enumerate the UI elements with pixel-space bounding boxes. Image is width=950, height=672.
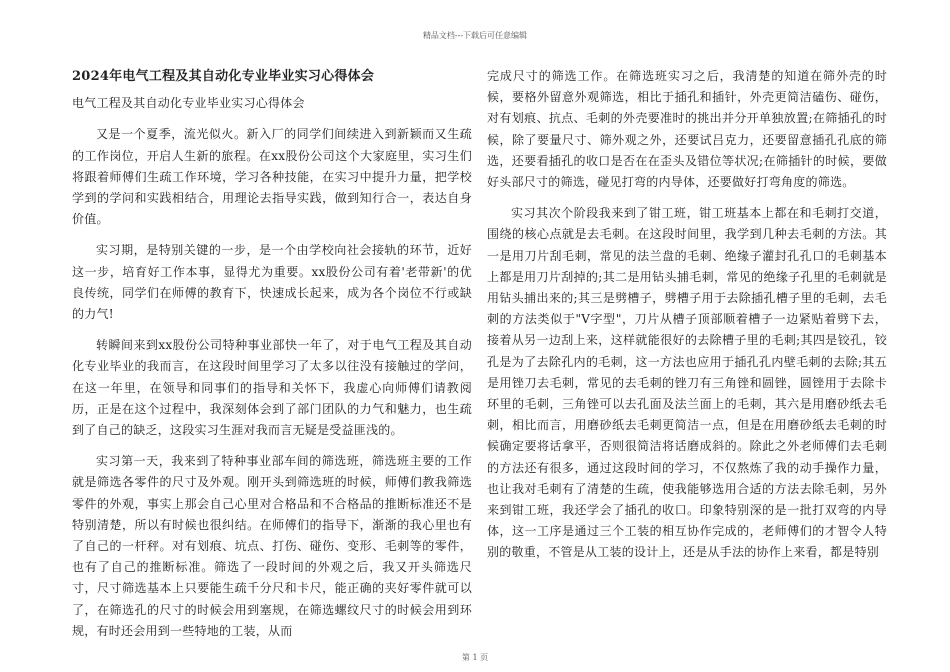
document-title: 2024年电气工程及其自动化专业毕业实习心得体会 bbox=[72, 69, 375, 84]
left-column bbox=[72, 66, 472, 642]
right-column bbox=[487, 66, 887, 564]
page-number: 第 1 页 bbox=[461, 653, 489, 662]
body-paragraph: 实习期，是特别关键的一步，是一个由学校向社会接轨的环节，近好这一步，培育好工作本事，显得尤为重要。xx股份公司有着'老带新'的优良传统，同学们在师傅的教育下，快速成长起来，成为各个岗位不行或缺的力气! bbox=[72, 243, 472, 322]
document-subtitle: 电气工程及其自动化专业毕业实习心得体会 bbox=[72, 96, 305, 111]
continued-paragraph: 完成尺寸的筛选工作。在筛选班实习之后，我清楚的知道在筛外壳的时候，要格外留意外观筛选，相比于插孔和插针，外壳更简洁磕伤、碰伤，对有划痕、抗点、毛刺的外壳要准时的挑出并分开单独放置;在筛插孔的时候，除了要量尺寸、筛外观之外，还要试吕克力，还要留意插孔孔底的筛选，还要看插孔的收口是否在在歪头及错位等状况;在筛插针的时候，要做好头部尺寸的筛选，碰见打弯的内导体，还要做好打弯角度的筛选。 bbox=[487, 69, 887, 190]
body-paragraph: 实习第一天，我来到了特种事业部车间的筛选班，筛选班主要的工作就是筛选各零件的尺寸及外观。刚开头到筛选班的时候，师傅们教我筛选零件的外观，事实上那会自己心里对合格品和不合格品的推断标准还不是特别清楚，所以有时候也很纠结。在师傅们的指导下，渐渐的我心里也有了自己的一杆秤。对有划痕、坑点、打伤、碰伤、变形、毛刺等的零件，也有了自己的推断标准。筛选了一段时间的外观之后，我又开头筛选尺寸，尺寸筛选基本上只要能生疏千分尺和卡尺，能正确的夹好零件就可以了，在筛选孔的尺寸的时候会用到塞规，在筛选螺纹尺寸的时候会用到环规，有时还会用到一些特地的工装，从而 bbox=[72, 454, 472, 638]
body-paragraph: 实习其次个阶段我来到了钳工班，钳工班基本上都在和毛刺打交道，围绕的核心点就是去毛刺。在这段时间里，我学到几种去毛刺的方法。其一是用刀片刮毛刺，常见的法兰盘的毛刺、绝缘子灌封孔孔口的毛刺基本上都是用刀片刮掉的;其二是用钻头捕毛刺，常见的绝缘子孔里的毛刺就是用钻头捕出来的;其三是劈槽子，劈槽子用于去除插孔槽子里的毛刺，去毛刺的方法类似于"V字型"，刀片从槽子顶部顺着槽子一边紧贴着劈下去，接着从另一边刮上来，这样就能很好的去除槽子里的毛刺;其四是铰孔，铰孔是为了去除孔内的毛刺，这一方法也应用于插孔孔内壁毛刺的去除;其五是用锉刀去毛刺，常见的去毛刺的锉刀有三角锉和圆锉，圆锉用于去除卡环里的毛刺，三角锉可以去孔面及法兰面上的毛刺，其六是用磨砂纸去毛刺，相比而言，用磨砂纸去毛刺更简洁一点，但是在用磨砂纸去毛刺的时候确定要将话拿平，否则很简洁将话磨成斜的。除此之外老师傅们去毛刺的方法还有很多，通过这段时间的学习，不仅熬炼了我的动手操作力量，也让我对毛刺有了清楚的生疏，使我能够选用合适的方法去除毛刺，另外来到钳工班，我还学会了插孔的收口。印象特别深的是一批打双弯的内导体，这一工序是通过三个工装的相互协作完成的，老师傅们的才智令人特别的敬重，不管是从工装的设计上，还是从手法的协作上来看，都是特别 bbox=[487, 206, 887, 560]
page-header: 精品文档---下载后可任意编辑 bbox=[422, 31, 528, 40]
body-paragraph: 又是一个夏季，流光似火。新入厂的同学们间续进入到新颖而又生疏的工作岗位，开启人生新的旅程。在xx股份公司这个大家庭里，实习生们将跟着师傅们生疏工作环境，学习各种技能，在实习中提升力量，把学校学到的学问和实践相结合，用理论去指导实践，做到知行合一，表达自身价值。 bbox=[72, 127, 472, 227]
body-paragraph: 转瞬间来到xx股份公司特种事业部快一年了，对于电气工程及其自动化专业毕业的我而言，在这段时间里学习了太多以往没有接触过的学问，在这一年里，在领导和同事们的指导和关怀下，我虚心向师傅们请教阅历，正是在这个过程中，我深刻体会到了部门团队的力气和魅力，也生疏到了自己的缺乏，这段实习生涯对我而言无疑是受益匪浅的。 bbox=[72, 338, 472, 438]
